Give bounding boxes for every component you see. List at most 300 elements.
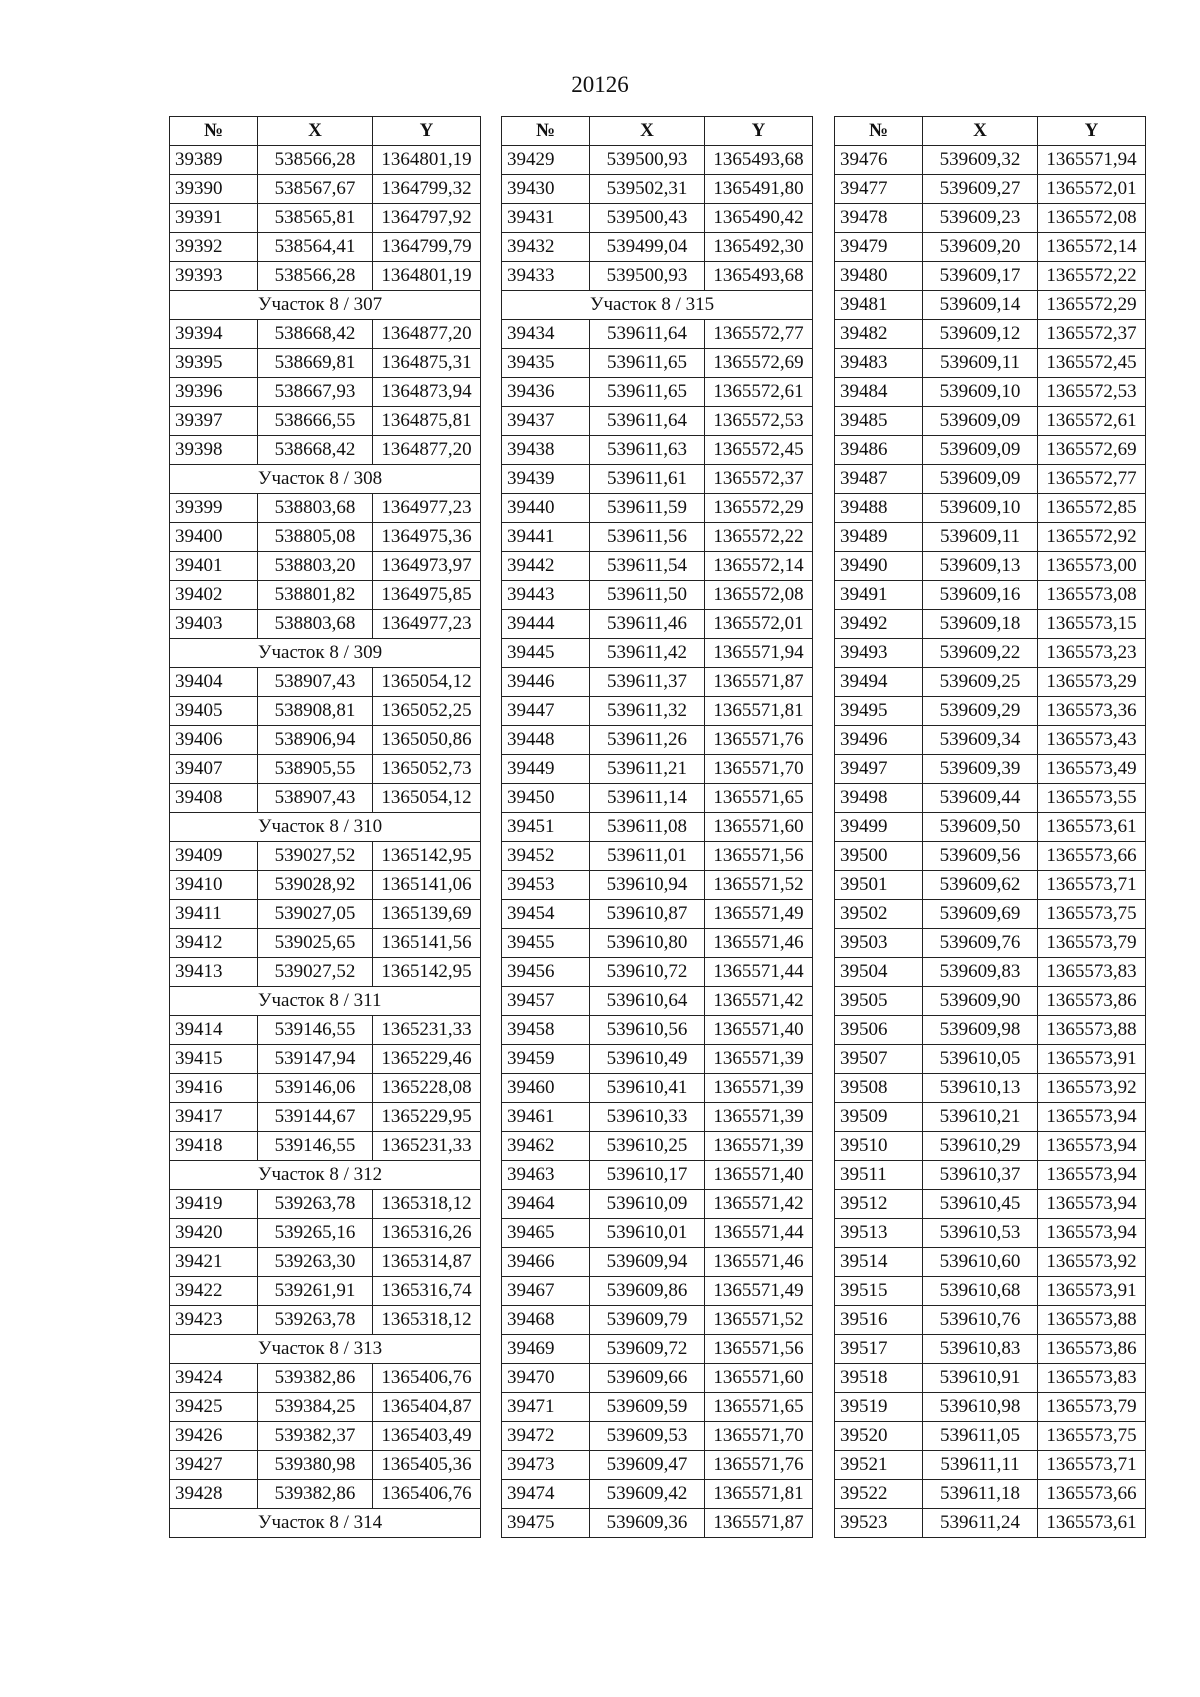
point-number: 39494 — [835, 668, 923, 697]
point-number: 39448 — [502, 726, 590, 755]
x-coordinate: 538907,43 — [258, 784, 373, 813]
point-number: 39500 — [835, 842, 923, 871]
point-number: 39442 — [502, 552, 590, 581]
x-coordinate: 539609,20 — [923, 233, 1038, 262]
point-number: 39453 — [502, 871, 590, 900]
x-coordinate: 539382,37 — [258, 1422, 373, 1451]
table-row — [835, 1277, 1146, 1306]
table-row — [835, 784, 1146, 813]
y-coordinate: 1365229,46 — [373, 1045, 481, 1074]
section-row — [502, 291, 813, 320]
point-number: 39508 — [835, 1074, 923, 1103]
point-number: 39485 — [835, 407, 923, 436]
y-coordinate: 1365573,75 — [1038, 1422, 1146, 1451]
point-number: 39482 — [835, 320, 923, 349]
y-coordinate: 1365571,42 — [705, 1190, 813, 1219]
y-coordinate: 1365573,15 — [1038, 610, 1146, 639]
x-coordinate: 539610,29 — [923, 1132, 1038, 1161]
y-coordinate: 1364973,97 — [373, 552, 481, 581]
point-number: 39467 — [502, 1277, 590, 1306]
table-row — [835, 1422, 1146, 1451]
table-row — [835, 813, 1146, 842]
y-coordinate: 1364975,36 — [373, 523, 481, 552]
table-row — [835, 929, 1146, 958]
point-number: 39463 — [502, 1161, 590, 1190]
point-number: 39458 — [502, 1016, 590, 1045]
x-coordinate: 539609,09 — [923, 436, 1038, 465]
x-coordinate: 539610,25 — [590, 1132, 705, 1161]
x-coordinate: 539609,59 — [590, 1393, 705, 1422]
y-coordinate: 1365405,36 — [373, 1451, 481, 1480]
section-label: Участок 8 / 311 — [170, 987, 481, 1016]
y-coordinate: 1365316,26 — [373, 1219, 481, 1248]
y-coordinate: 1365052,73 — [373, 755, 481, 784]
x-coordinate: 539609,34 — [923, 726, 1038, 755]
y-coordinate: 1365571,40 — [705, 1016, 813, 1045]
x-coordinate: 539028,92 — [258, 871, 373, 900]
point-number: 39499 — [835, 813, 923, 842]
x-coordinate: 539610,37 — [923, 1161, 1038, 1190]
y-coordinate: 1365573,36 — [1038, 697, 1146, 726]
table-row — [835, 552, 1146, 581]
point-number: 39464 — [502, 1190, 590, 1219]
x-coordinate: 539611,63 — [590, 436, 705, 465]
table-row — [170, 900, 481, 929]
x-coordinate: 539610,87 — [590, 900, 705, 929]
table-row — [502, 523, 813, 552]
point-number: 39479 — [835, 233, 923, 262]
x-coordinate: 539609,32 — [923, 146, 1038, 175]
table-row — [502, 1364, 813, 1393]
y-coordinate: 1365491,80 — [705, 175, 813, 204]
y-coordinate: 1365571,65 — [705, 784, 813, 813]
x-coordinate: 539610,33 — [590, 1103, 705, 1132]
point-number: 39425 — [170, 1393, 258, 1422]
y-coordinate: 1365314,87 — [373, 1248, 481, 1277]
table-row — [835, 523, 1146, 552]
point-number: 39523 — [835, 1509, 923, 1538]
point-number: 39471 — [502, 1393, 590, 1422]
table-row — [170, 146, 481, 175]
section-row — [170, 813, 481, 842]
point-number: 39465 — [502, 1219, 590, 1248]
point-number: 39487 — [835, 465, 923, 494]
point-number: 39410 — [170, 871, 258, 900]
y-coordinate: 1365573,83 — [1038, 958, 1146, 987]
point-number: 39392 — [170, 233, 258, 262]
y-coordinate: 1365403,49 — [373, 1422, 481, 1451]
y-coordinate: 1365573,23 — [1038, 639, 1146, 668]
x-coordinate: 539611,56 — [590, 523, 705, 552]
table-row — [502, 1277, 813, 1306]
y-coordinate: 1365573,55 — [1038, 784, 1146, 813]
y-coordinate: 1365571,81 — [705, 1480, 813, 1509]
x-coordinate: 539027,52 — [258, 958, 373, 987]
x-coordinate: 539609,83 — [923, 958, 1038, 987]
y-coordinate: 1365052,25 — [373, 697, 481, 726]
x-coordinate: 539610,13 — [923, 1074, 1038, 1103]
y-coordinate: 1365572,22 — [1038, 262, 1146, 291]
point-number: 39429 — [502, 146, 590, 175]
x-coordinate: 539610,21 — [923, 1103, 1038, 1132]
x-coordinate: 539611,64 — [590, 320, 705, 349]
point-number: 39491 — [835, 581, 923, 610]
point-number: 39502 — [835, 900, 923, 929]
header-number: № — [835, 117, 923, 146]
point-number: 39518 — [835, 1364, 923, 1393]
table-row — [502, 726, 813, 755]
x-coordinate: 539610,83 — [923, 1335, 1038, 1364]
point-number: 39505 — [835, 987, 923, 1016]
point-number: 39422 — [170, 1277, 258, 1306]
x-coordinate: 538803,68 — [258, 494, 373, 523]
y-coordinate: 1365572,37 — [1038, 320, 1146, 349]
point-number: 39522 — [835, 1480, 923, 1509]
x-coordinate: 539609,12 — [923, 320, 1038, 349]
y-coordinate: 1365572,01 — [1038, 175, 1146, 204]
x-coordinate: 539500,43 — [590, 204, 705, 233]
x-coordinate: 539499,04 — [590, 233, 705, 262]
header-y: Y — [1038, 117, 1146, 146]
table-row — [170, 1132, 481, 1161]
y-coordinate: 1365141,06 — [373, 871, 481, 900]
table-row — [835, 697, 1146, 726]
point-number: 39506 — [835, 1016, 923, 1045]
y-coordinate: 1364975,85 — [373, 581, 481, 610]
y-coordinate: 1365572,92 — [1038, 523, 1146, 552]
y-coordinate: 1365571,70 — [705, 1422, 813, 1451]
table-row — [502, 1132, 813, 1161]
y-coordinate: 1365571,60 — [705, 1364, 813, 1393]
table-row — [502, 755, 813, 784]
table-row — [502, 813, 813, 842]
y-coordinate: 1364801,19 — [373, 146, 481, 175]
x-coordinate: 539609,56 — [923, 842, 1038, 871]
y-coordinate: 1364977,23 — [373, 494, 481, 523]
point-number: 39470 — [502, 1364, 590, 1393]
y-coordinate: 1365572,53 — [705, 407, 813, 436]
point-number: 39490 — [835, 552, 923, 581]
section-label: Участок 8 / 307 — [170, 291, 481, 320]
y-coordinate: 1365572,69 — [1038, 436, 1146, 465]
table-row — [170, 610, 481, 639]
x-coordinate: 539611,59 — [590, 494, 705, 523]
point-number: 39403 — [170, 610, 258, 639]
x-coordinate: 538565,81 — [258, 204, 373, 233]
y-coordinate: 1365571,70 — [705, 755, 813, 784]
header-row — [835, 117, 1146, 146]
point-number: 39413 — [170, 958, 258, 987]
table-row — [502, 581, 813, 610]
table-row — [170, 1045, 481, 1074]
table-row — [170, 871, 481, 900]
table-row — [835, 146, 1146, 175]
y-coordinate: 1365493,68 — [705, 262, 813, 291]
section-label: Участок 8 / 309 — [170, 639, 481, 668]
table-row — [170, 1306, 481, 1335]
x-coordinate: 539610,45 — [923, 1190, 1038, 1219]
y-coordinate: 1365571,42 — [705, 987, 813, 1016]
table-row — [835, 349, 1146, 378]
table-row — [502, 1451, 813, 1480]
y-coordinate: 1365573,92 — [1038, 1248, 1146, 1277]
point-number: 39432 — [502, 233, 590, 262]
table-row — [502, 494, 813, 523]
table-row — [170, 1364, 481, 1393]
point-number: 39427 — [170, 1451, 258, 1480]
point-number: 39486 — [835, 436, 923, 465]
point-number: 39473 — [502, 1451, 590, 1480]
y-coordinate: 1365572,45 — [1038, 349, 1146, 378]
table-row — [835, 726, 1146, 755]
x-coordinate: 539027,05 — [258, 900, 373, 929]
point-number: 39426 — [170, 1422, 258, 1451]
point-number: 39478 — [835, 204, 923, 233]
coordinates-table-3 — [834, 116, 1146, 1538]
point-number: 39418 — [170, 1132, 258, 1161]
table-row — [170, 1451, 481, 1480]
point-number: 39393 — [170, 262, 258, 291]
table-row — [170, 1219, 481, 1248]
point-number: 39439 — [502, 465, 590, 494]
table-row — [835, 378, 1146, 407]
x-coordinate: 539609,14 — [923, 291, 1038, 320]
table-row — [835, 1480, 1146, 1509]
point-number: 39495 — [835, 697, 923, 726]
table-row — [835, 1161, 1146, 1190]
table-row — [170, 755, 481, 784]
table-row — [502, 900, 813, 929]
point-number: 39445 — [502, 639, 590, 668]
table-row — [835, 1103, 1146, 1132]
point-number: 39423 — [170, 1306, 258, 1335]
table-row — [170, 697, 481, 726]
x-coordinate: 539611,05 — [923, 1422, 1038, 1451]
x-coordinate: 539609,76 — [923, 929, 1038, 958]
table-row — [170, 1016, 481, 1045]
y-coordinate: 1365571,65 — [705, 1393, 813, 1422]
table-row — [502, 784, 813, 813]
y-coordinate: 1364875,31 — [373, 349, 481, 378]
table-row — [835, 1393, 1146, 1422]
y-coordinate: 1365573,66 — [1038, 1480, 1146, 1509]
y-coordinate: 1364877,20 — [373, 320, 481, 349]
table-row — [835, 842, 1146, 871]
x-coordinate: 539609,16 — [923, 581, 1038, 610]
x-coordinate: 539382,86 — [258, 1364, 373, 1393]
table-row — [170, 1248, 481, 1277]
x-coordinate: 538668,42 — [258, 436, 373, 465]
x-coordinate: 539610,76 — [923, 1306, 1038, 1335]
table-row — [170, 784, 481, 813]
y-coordinate: 1364801,19 — [373, 262, 481, 291]
point-number: 39406 — [170, 726, 258, 755]
point-number: 39462 — [502, 1132, 590, 1161]
point-number: 39488 — [835, 494, 923, 523]
x-coordinate: 539610,05 — [923, 1045, 1038, 1074]
point-number: 39438 — [502, 436, 590, 465]
point-number: 39436 — [502, 378, 590, 407]
x-coordinate: 539025,65 — [258, 929, 373, 958]
y-coordinate: 1365406,76 — [373, 1480, 481, 1509]
table-row — [502, 436, 813, 465]
table-row — [502, 146, 813, 175]
table-row — [835, 320, 1146, 349]
y-coordinate: 1365572,01 — [705, 610, 813, 639]
x-coordinate: 539609,27 — [923, 175, 1038, 204]
point-number: 39446 — [502, 668, 590, 697]
y-coordinate: 1365573,79 — [1038, 929, 1146, 958]
point-number: 39455 — [502, 929, 590, 958]
point-number: 39400 — [170, 523, 258, 552]
point-number: 39483 — [835, 349, 923, 378]
y-coordinate: 1365571,56 — [705, 1335, 813, 1364]
y-coordinate: 1365572,69 — [705, 349, 813, 378]
point-number: 39521 — [835, 1451, 923, 1480]
point-number: 39415 — [170, 1045, 258, 1074]
table-row — [170, 175, 481, 204]
x-coordinate: 538668,42 — [258, 320, 373, 349]
x-coordinate: 539611,08 — [590, 813, 705, 842]
table-row — [170, 726, 481, 755]
x-coordinate: 539610,17 — [590, 1161, 705, 1190]
x-coordinate: 539265,16 — [258, 1219, 373, 1248]
table-row — [170, 349, 481, 378]
y-coordinate: 1365571,94 — [1038, 146, 1146, 175]
y-coordinate: 1365573,94 — [1038, 1103, 1146, 1132]
y-coordinate: 1365571,60 — [705, 813, 813, 842]
x-coordinate: 539144,67 — [258, 1103, 373, 1132]
x-coordinate: 538667,93 — [258, 378, 373, 407]
x-coordinate: 539611,24 — [923, 1509, 1038, 1538]
table-row — [170, 958, 481, 987]
table-row — [170, 1422, 481, 1451]
x-coordinate: 539611,65 — [590, 378, 705, 407]
x-coordinate: 539609,10 — [923, 494, 1038, 523]
point-number: 39519 — [835, 1393, 923, 1422]
x-coordinate: 539261,91 — [258, 1277, 373, 1306]
point-number: 39450 — [502, 784, 590, 813]
x-coordinate: 539610,91 — [923, 1364, 1038, 1393]
x-coordinate: 539611,50 — [590, 581, 705, 610]
table-row — [502, 668, 813, 697]
point-number: 39469 — [502, 1335, 590, 1364]
table-row — [502, 1103, 813, 1132]
x-coordinate: 538906,94 — [258, 726, 373, 755]
x-coordinate: 539609,50 — [923, 813, 1038, 842]
x-coordinate: 539610,72 — [590, 958, 705, 987]
table-row — [170, 407, 481, 436]
x-coordinate: 539610,01 — [590, 1219, 705, 1248]
point-number: 39451 — [502, 813, 590, 842]
x-coordinate: 539146,06 — [258, 1074, 373, 1103]
table-row — [835, 1016, 1146, 1045]
point-number: 39433 — [502, 262, 590, 291]
table-row — [835, 1190, 1146, 1219]
x-coordinate: 539609,09 — [923, 465, 1038, 494]
point-number: 39416 — [170, 1074, 258, 1103]
y-coordinate: 1365228,08 — [373, 1074, 481, 1103]
table-row — [502, 465, 813, 494]
table-row — [502, 639, 813, 668]
y-coordinate: 1365571,87 — [705, 1509, 813, 1538]
x-coordinate: 539609,13 — [923, 552, 1038, 581]
table-row — [170, 523, 481, 552]
point-number: 39449 — [502, 755, 590, 784]
x-coordinate: 539610,94 — [590, 871, 705, 900]
table-row — [502, 320, 813, 349]
y-coordinate: 1365573,61 — [1038, 1509, 1146, 1538]
y-coordinate: 1365050,86 — [373, 726, 481, 755]
y-coordinate: 1365571,40 — [705, 1161, 813, 1190]
y-coordinate: 1365141,56 — [373, 929, 481, 958]
y-coordinate: 1365054,12 — [373, 784, 481, 813]
point-number: 39459 — [502, 1045, 590, 1074]
table-row — [835, 1248, 1146, 1277]
section-row — [170, 291, 481, 320]
table-row — [502, 378, 813, 407]
x-coordinate: 539500,93 — [590, 146, 705, 175]
y-coordinate: 1365490,42 — [705, 204, 813, 233]
point-number: 39472 — [502, 1422, 590, 1451]
point-number: 39475 — [502, 1509, 590, 1538]
header-x: X — [923, 117, 1038, 146]
section-label: Участок 8 / 315 — [502, 291, 813, 320]
table-row — [502, 1422, 813, 1451]
y-coordinate: 1365571,76 — [705, 726, 813, 755]
y-coordinate: 1365573,91 — [1038, 1277, 1146, 1306]
y-coordinate: 1365142,95 — [373, 842, 481, 871]
point-number: 39401 — [170, 552, 258, 581]
point-number: 39497 — [835, 755, 923, 784]
table-row — [502, 1016, 813, 1045]
x-coordinate: 539611,37 — [590, 668, 705, 697]
y-coordinate: 1365571,39 — [705, 1132, 813, 1161]
section-row — [170, 1335, 481, 1364]
table-row — [502, 1335, 813, 1364]
table-row — [170, 1277, 481, 1306]
x-coordinate: 539146,55 — [258, 1132, 373, 1161]
table-row — [835, 1509, 1146, 1538]
y-coordinate: 1364873,94 — [373, 378, 481, 407]
x-coordinate: 539610,53 — [923, 1219, 1038, 1248]
y-coordinate: 1365573,08 — [1038, 581, 1146, 610]
coordinates-table-2 — [501, 116, 813, 1538]
y-coordinate: 1365573,75 — [1038, 900, 1146, 929]
point-number: 39435 — [502, 349, 590, 378]
x-coordinate: 538801,82 — [258, 581, 373, 610]
x-coordinate: 539380,98 — [258, 1451, 373, 1480]
x-coordinate: 539609,90 — [923, 987, 1038, 1016]
x-coordinate: 539610,49 — [590, 1045, 705, 1074]
y-coordinate: 1365142,95 — [373, 958, 481, 987]
x-coordinate: 539609,69 — [923, 900, 1038, 929]
table-row — [170, 581, 481, 610]
y-coordinate: 1364875,81 — [373, 407, 481, 436]
table-row — [835, 262, 1146, 291]
y-coordinate: 1365572,22 — [705, 523, 813, 552]
x-coordinate: 539609,98 — [923, 1016, 1038, 1045]
point-number: 39520 — [835, 1422, 923, 1451]
y-coordinate: 1365571,52 — [705, 1306, 813, 1335]
x-coordinate: 539500,93 — [590, 262, 705, 291]
table-row — [502, 1393, 813, 1422]
table-row — [835, 1219, 1146, 1248]
table-row — [170, 1190, 481, 1219]
x-coordinate: 539146,55 — [258, 1016, 373, 1045]
y-coordinate: 1364799,32 — [373, 175, 481, 204]
header-x: X — [258, 117, 373, 146]
